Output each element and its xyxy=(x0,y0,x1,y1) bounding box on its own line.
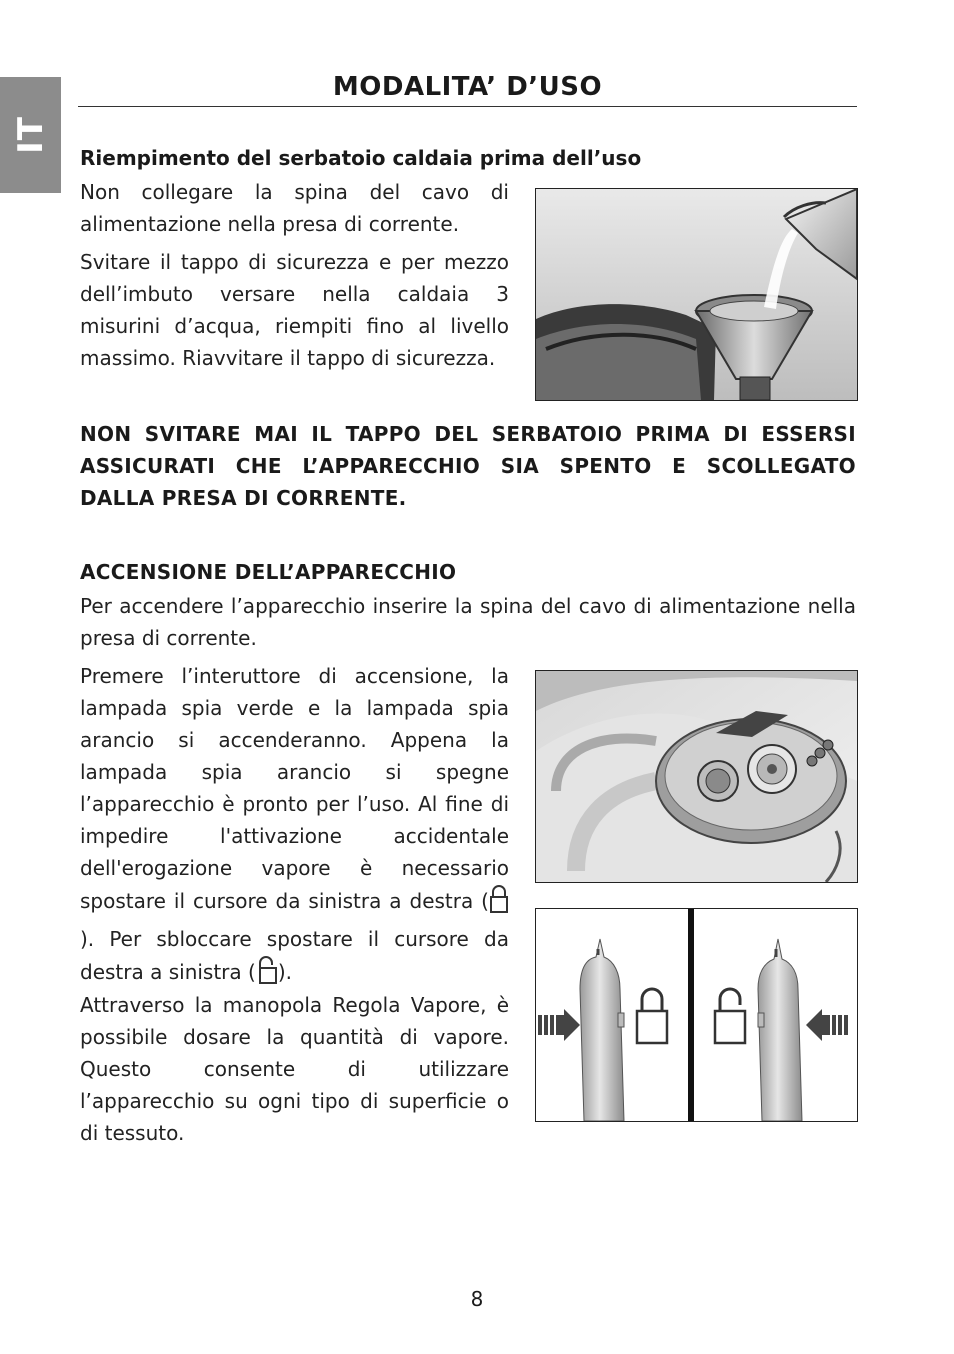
title-divider xyxy=(78,106,857,107)
lock-open-figure-icon xyxy=(715,989,745,1043)
page-number: 8 xyxy=(470,1287,484,1311)
paragraph-plug-in: Per accendere l’apparecchio inserire la spina del cavo di alimentazione nella presa di corrente. xyxy=(80,594,856,650)
arrow-left-icon xyxy=(806,1009,848,1041)
safety-warning: NON SVITARE MAI IL TAPPO DEL SERBATOIO PRIMA DI ESSERSI ASSICURATI CHE L’APPARECCHIO SIA SPENTO E SCOLLEGATO DALLA PRESA DI CORRENTE. xyxy=(80,422,856,510)
language-tab-label: IT xyxy=(10,116,51,154)
paragraph-switch-on-part2: ). Per sbloccare spostare il cursore da destra a sinistra ( xyxy=(80,927,509,984)
figure-filling-boiler xyxy=(535,188,858,401)
figure-lock-slider xyxy=(535,908,858,1122)
paragraph-switch-on-part3: ). xyxy=(277,960,292,984)
handle-right xyxy=(758,939,802,1121)
lock-closed-icon xyxy=(489,884,509,923)
section-heading-filling: Riempimento del serbatoio caldaia prima dell’uso xyxy=(80,146,642,170)
figure-control-panel xyxy=(535,670,858,883)
language-tab xyxy=(0,77,61,193)
handle-left xyxy=(580,939,624,1121)
paragraph-no-plug: Non collegare la spina del cavo di alimentazione nella presa di corrente. xyxy=(80,180,509,236)
arrow-right-icon xyxy=(538,1009,580,1041)
section-heading-switch-on: ACCENSIONE DELL’APPARECCHIO xyxy=(80,560,457,584)
paragraph-steam-regulator: Attraverso la manopola Regola Vapore, è possibile dosare la quantità di vapore. Questo consente di utilizzare l’apparecchio su ogni tipo di superficie o di tessuto. xyxy=(80,993,509,1145)
paragraph-switch-on xyxy=(80,660,509,994)
lock-closed-figure-icon xyxy=(637,989,667,1043)
paragraph-switch-on-part1: Premere l’interuttore di accensione, la lampada spia verde e la lampada spia arancio si accenderanno. Appena la lampada spia arancio si spegne l’apparecchio è pronto per l’uso. Al fine di impedire l'attivazione accidentale dell'erogazione vapore è necessario spostare il cursore da sinistra a destra ( xyxy=(80,664,509,913)
paragraph-fill-instructions: Svitare il tappo di sicurezza e per mezzo dell’imbuto versare nella caldaia 3 misurini d’acqua, riempiti fino al livello massimo. Riavvitare il tappo di sicurezza. xyxy=(80,250,509,370)
page-title: MODALITA’ D’USO xyxy=(332,72,603,102)
